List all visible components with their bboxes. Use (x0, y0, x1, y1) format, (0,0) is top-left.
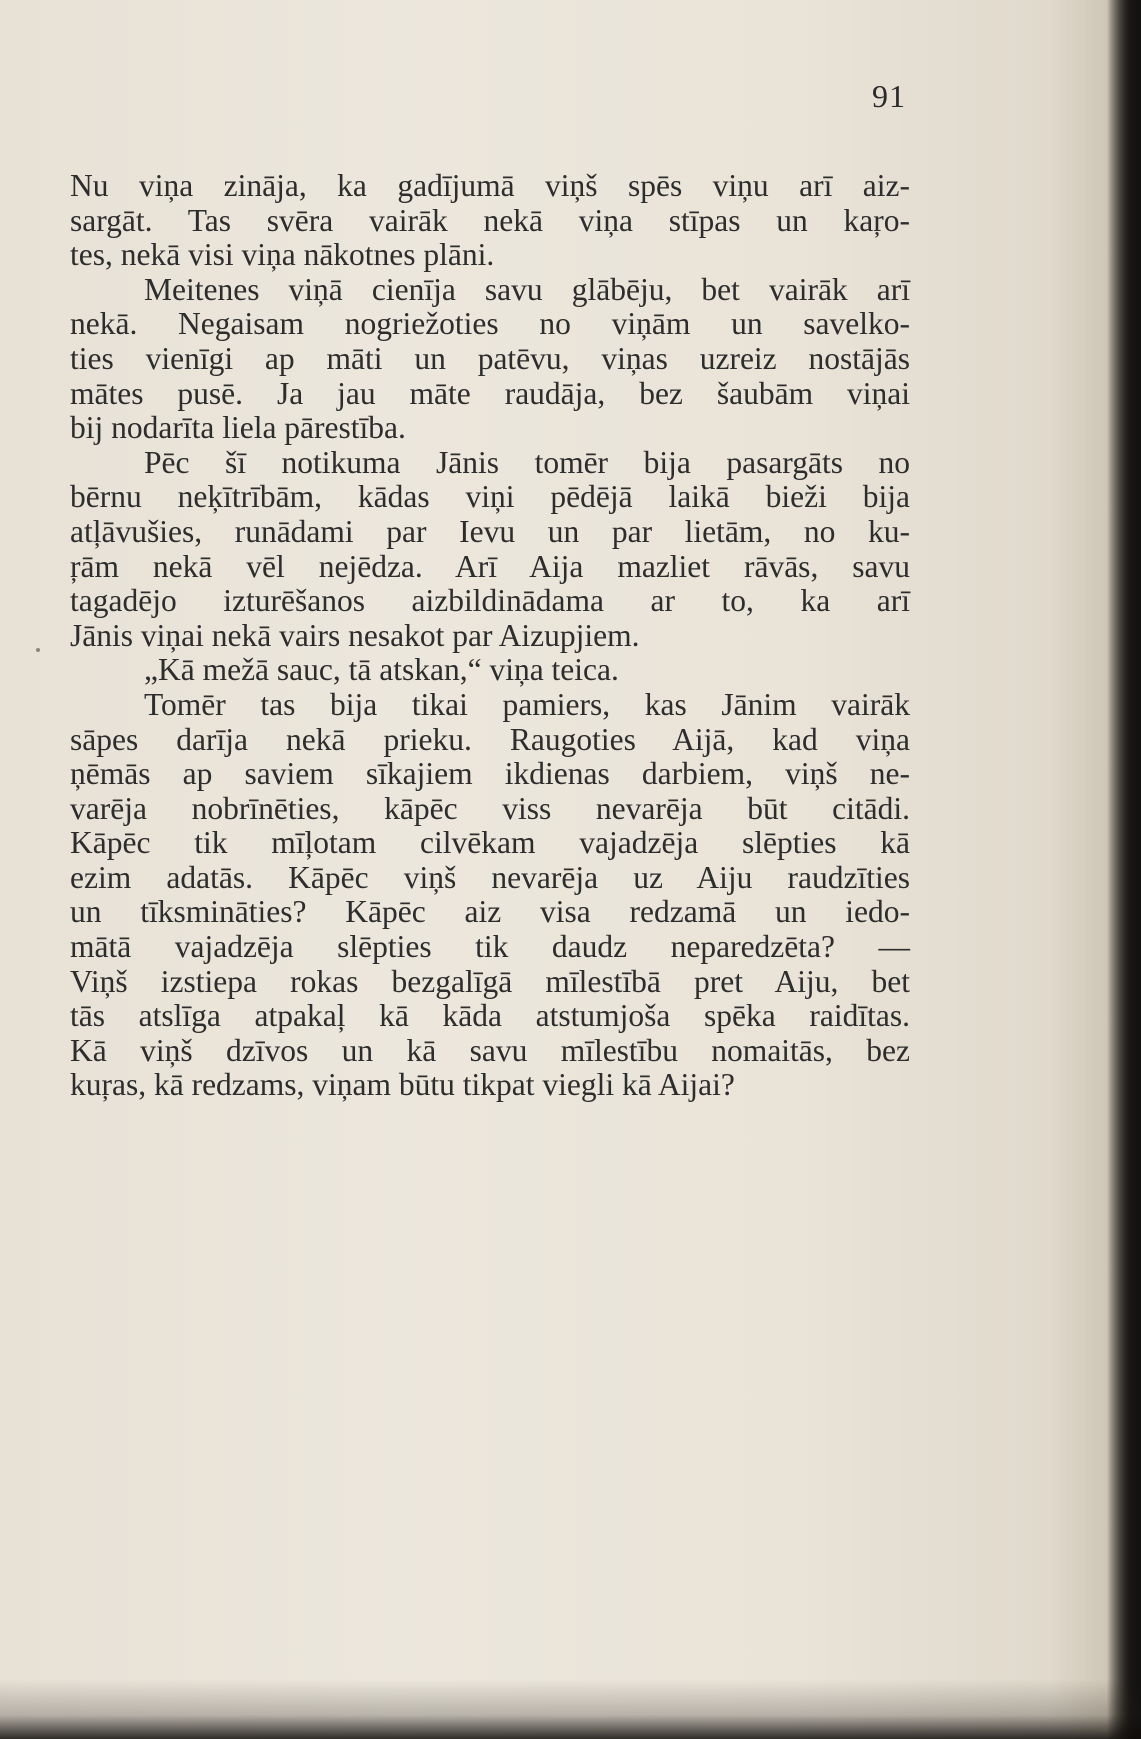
text-line: Nu viņa zināja, ka gadījumā viņš spēs viņu arī aiz- (70, 168, 910, 203)
text-line: kuŗas, kā redzams, viņam būtu tikpat viegli kā Aijai? (70, 1067, 735, 1103)
text-line: Kā viņš dzīvos un kā savu mīlestību nomaitās, bez (70, 1032, 910, 1068)
text-line: ties vienīgi ap māti un patēvu, viņas uzreiz nostājās (70, 340, 910, 376)
text-line: Viņš izstiepa rokas bezgalīgā mīlestībā pret Aiju, bet (70, 963, 910, 999)
text-line: ŗām nekā vēl nejēdza. Arī Aija mazliet rāvās, savu (70, 548, 910, 584)
page-edge-shadow (1107, 0, 1141, 1739)
text-line: sāpes darīja nekā prieku. Raugoties Aijā, kad viņa (70, 721, 910, 757)
text-line: Jānis viņai nekā vairs nesakot par Aizupjiem. (70, 617, 640, 653)
text-line: tās atslīga atpakaļ kā kāda atstumjoša spēka raidītas. (70, 998, 910, 1034)
page-number: 91 (872, 78, 906, 114)
text-line: Tomēr tas bija tikai pamiers, kas Jānim vairāk (144, 686, 910, 722)
body-text (70, 169, 910, 1103)
text-line: mātes pusē. Ja jau māte raudāja, bez šaubām viņai (70, 375, 910, 411)
text-line: Meitenes viņā cienīja savu glābēju, bet vairāk arī (144, 271, 910, 307)
text-line: „Kā mežā sauc, tā atskan,“ viņa teica. (144, 652, 619, 688)
text-line: bērnu neķītrībām, kādas viņi pēdējā laikā bieži bija (70, 479, 910, 515)
page-bottom-shadow (0, 1679, 1141, 1739)
text-line: mātā vajadzēja slēpties tik daudz neparedzēta? — (70, 929, 910, 965)
text-line: ezim adatās. Kāpēc viņš nevarēja uz Aiju raudzīties (70, 859, 910, 895)
text-line: atļāvušies, runādami par Ievu un par lietām, no ku- (70, 513, 910, 549)
text-line: Kāpēc tik mīļotam cilvēkam vajadzēja slēpties kā (70, 825, 910, 861)
text-line: un tīksmināties? Kāpēc aiz visa redzamā un iedo- (70, 894, 910, 930)
margin-speck (36, 648, 40, 652)
text-line: ņēmās ap saviem sīkajiem ikdienas darbiem, viņš ne- (70, 756, 910, 792)
text-line: nekā. Negaisam nogriežoties no viņām un savelko- (70, 306, 910, 342)
text-line: tagadējo izturēšanos aizbildinādama ar to, ka arī (70, 583, 910, 619)
text-line: Pēc šī notikuma Jānis tomēr bija pasargāts no (144, 444, 910, 480)
text-line: tes, nekā visi viņa nākotnes plāni. (70, 237, 495, 273)
text-line: varēja nobrīnēties, kāpēc viss nevarēja būt citādi. (70, 790, 910, 826)
text-line: bij nodarīta liela pārestība. (70, 410, 406, 446)
text-line: sargāt. Tas svēra vairāk nekā viņa stīpas un kaŗo- (70, 202, 910, 238)
